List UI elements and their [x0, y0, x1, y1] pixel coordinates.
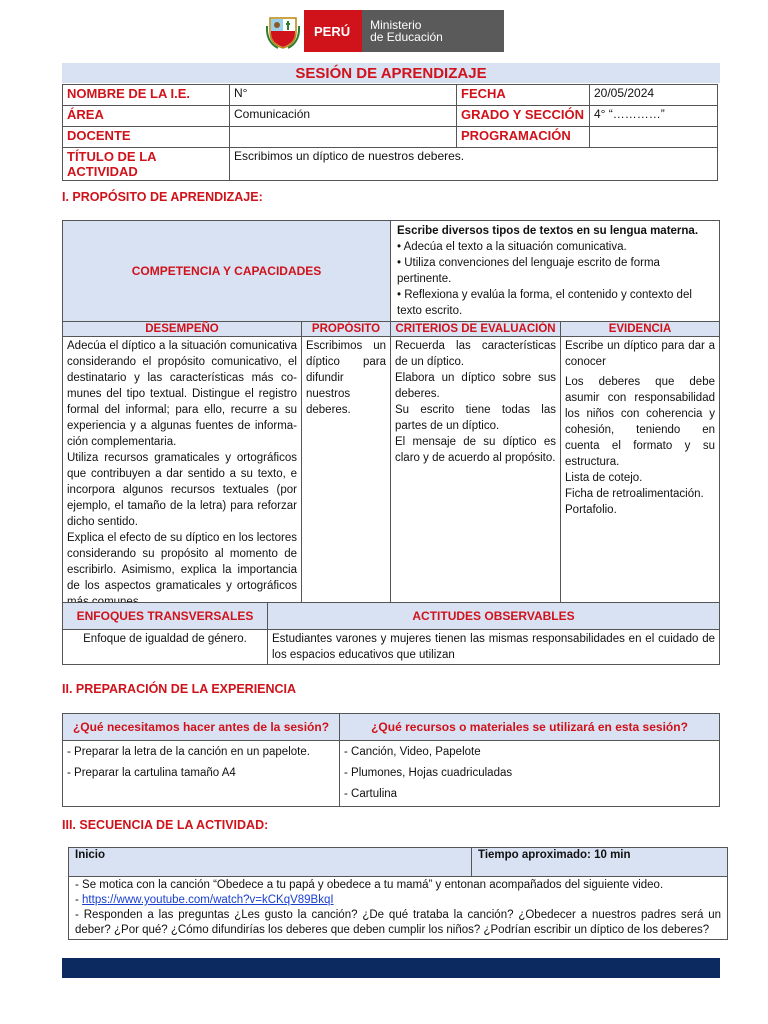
- proposito-table: [62, 220, 720, 612]
- area-label: ÁREA: [63, 106, 230, 127]
- evidencia-text: Lista de cotejo.: [565, 472, 643, 484]
- competencia-label: COMPETENCIA Y CAPACIDADES: [63, 221, 391, 322]
- col-evidencia: EVIDENCIA: [561, 322, 720, 337]
- criterio-text: Su escrito tiene todas las partes de un díptico.: [395, 404, 556, 432]
- recurso-item: - Canción, Video, Papelote: [344, 742, 715, 763]
- evidencia-cell: [561, 337, 720, 612]
- section-3-title: III. SECUENCIA DE LA ACTIVIDAD:: [62, 818, 269, 832]
- evidencia-text: Portafolio.: [565, 504, 617, 516]
- col-enfoques: ENFOQUES TRANSVERSALES: [63, 603, 268, 630]
- col-desempeno: DESEMPEÑO: [63, 322, 302, 337]
- docente-label: DOCENTE: [63, 127, 230, 148]
- evidencia-text: Ficha de retroalimentación.: [565, 488, 704, 500]
- area-value: Comunicación: [230, 106, 457, 127]
- tiempo-label: Tiempo aproximado: 10 min: [472, 848, 728, 877]
- docente-value: [230, 127, 457, 148]
- desempeno-text: Utiliza recursos gramaticales y ortográficos que contribuyen a dar sentido a su texto, e incorpora algunos recursos textuales (por ejemplo, el tamaño de la letra) para reforzar dicho sentido.: [67, 452, 297, 528]
- col-recursos: ¿Qué recursos o materiales se utilizará en esta sesión?: [340, 714, 720, 741]
- col-proposito: PROPÓSITO: [302, 322, 391, 337]
- inicio-link-item: [75, 893, 721, 908]
- fecha-label: FECHA: [457, 85, 590, 106]
- inicio-label: Inicio: [69, 848, 472, 877]
- desempeno-text: Explica el efecto de su díptico en los lectores considerando su propósito al momento de escribirlo. Asimismo, explica la importancia de los aspectos gramaticales y ortográficos más comunes.: [67, 532, 297, 608]
- criterio-text: Elabora un díptico sobre sus deberes.: [395, 372, 556, 400]
- recurso-item: - Cartulina: [344, 784, 715, 805]
- capacidades-list: [397, 239, 713, 319]
- fecha-value: 20/05/2024: [590, 85, 718, 106]
- ministry-logo: [262, 10, 504, 52]
- col-actitudes: ACTITUDES OBSERVABLES: [268, 603, 720, 630]
- recursos-list: [344, 742, 715, 805]
- criterio-text: El mensaje de su díptico es claro y de acuerdo al propósito.: [395, 436, 556, 464]
- desempeno-cell: [63, 337, 302, 612]
- desempeno-text: Adecúa el díptico a la situación comunicativa considerando el propósito comunicativo, el destinatario y las características más co-munes del tipo textual. Distingue el registro formal del informal; para ello, recurre a su experiencia y a algunas fuentes de informa-ción complementaria.: [67, 340, 297, 448]
- col-criterios: CRITERIOS DE EVALUACIÓN: [391, 322, 561, 337]
- col-antes: ¿Qué necesitamos hacer antes de la sesión?: [63, 714, 340, 741]
- youtube-link[interactable]: https://www.youtube.com/watch?v=kCKqV89BkqI: [82, 894, 334, 906]
- grado-value: 4° “…………”: [590, 106, 718, 127]
- capacidad-item: • Adecúa el texto a la situación comunicativa.: [397, 239, 713, 255]
- ie-value: N°: [230, 85, 457, 106]
- competencia-title: Escribe diversos tipos de textos en su lengua materna.: [397, 225, 699, 237]
- evidencia-text: Escribe un díptico para dar a conocer: [565, 340, 715, 368]
- capacidad-item: • Utiliza convenciones del lenguaje escrito de forma pertinente.: [397, 255, 713, 287]
- ministry-line-2: de Educación: [370, 30, 443, 44]
- recurso-item: - Plumones, Hojas cuadriculadas: [344, 763, 715, 784]
- recursos-cell: [340, 741, 720, 807]
- titulo-value: Escribimos un díptico de nuestros deberes.: [230, 148, 718, 181]
- enfoque-text: Enfoque de igualdad de género.: [63, 630, 268, 665]
- ie-label: NOMBRE DE LA I.E.: [63, 85, 230, 106]
- criterios-cell: [391, 337, 561, 612]
- antes-item: - Preparar la cartulina tamaño A4: [67, 763, 335, 784]
- inicio-item: - Responden a las preguntas ¿Les gusto la canción? ¿De qué trataba la canción? ¿Obedecer a nuestros padres será un deber? ¿Por qué? ¿Cómo difundirías los deberes que deben cumplir los niños? ¿Podrían escribir un díptico de los deberes?: [75, 908, 721, 938]
- preparacion-table: [62, 713, 720, 807]
- inicio-list: [75, 878, 721, 938]
- coat-of-arms-icon: [262, 10, 304, 52]
- enfoques-table: [62, 602, 720, 665]
- inicio-cell: [69, 877, 728, 940]
- inicio-item: - Se motica con la canción “Obedece a tu papá y obedece a tu mamá” y entonan acompañados del siguiente video.: [75, 878, 721, 893]
- grado-label: GRADO Y SECCIÓN: [457, 106, 590, 127]
- programacion-value: [590, 127, 718, 148]
- footer-bar: [62, 958, 720, 978]
- ministry-name: [362, 10, 504, 52]
- evidencia-text: Los deberes que debe asumir con responsabilidad los niños con coherencia y cohesión, teniendo en cuenta el formato y su estructura.: [565, 376, 715, 468]
- antes-list: [67, 742, 335, 784]
- secuencia-table: [68, 847, 728, 940]
- titulo-label: TÍTULO DE LA ACTIVIDAD: [63, 148, 230, 181]
- criterio-text: Recuerda las características de un díptico.: [395, 340, 556, 368]
- page-title: SESIÓN DE APRENDIZAJE: [62, 63, 720, 83]
- section-2-title: II. PREPARACIÓN DE LA EXPERIENCIA: [62, 682, 297, 696]
- proposito-text: Escribimos un díptico para difundir nuestros deberes.: [302, 337, 391, 612]
- section-1-title: I. PROPÓSITO DE APRENDIZAJE:: [62, 190, 263, 204]
- capacidad-item: • Reflexiona y evalúa la forma, el contenido y contexto del texto escrito.: [397, 287, 713, 319]
- country-label: PERÚ: [304, 10, 362, 52]
- competencia-cell: [391, 221, 720, 322]
- info-table: [62, 84, 718, 181]
- antes-cell: [63, 741, 340, 807]
- antes-item: - Preparar la letra de la canción en un papelote.: [67, 742, 335, 763]
- actitud-text: Estudiantes varones y mujeres tienen las mismas responsabilidades en el cuidado de los espacios educativos que utilizan: [268, 630, 720, 665]
- programacion-label: PROGRAMACIÓN: [457, 127, 590, 148]
- ministry-line-1: Ministerio: [370, 18, 422, 32]
